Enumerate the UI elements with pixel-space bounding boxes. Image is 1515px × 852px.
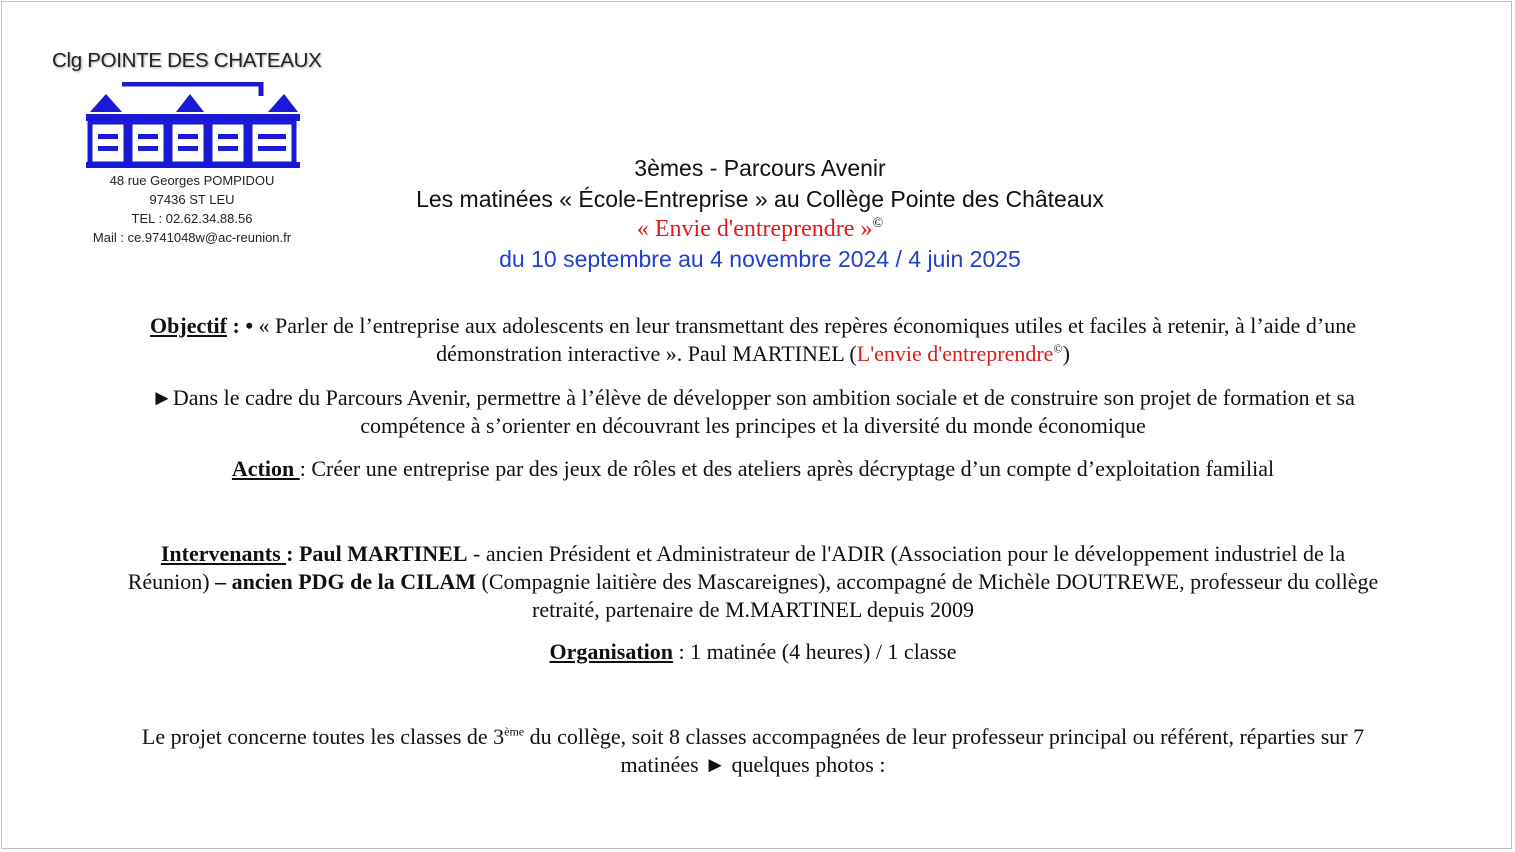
heading-dates: du 10 septembre au 4 novembre 2024 / 4 juin 2025 [499,246,1021,272]
intervenant-name: Paul MARTINEL [298,541,468,566]
organisation-text: : 1 matinée (4 heures) / 1 classe [673,639,957,664]
organisation-label: Organisation [549,639,673,664]
objectif-paragraph [110,312,1396,368]
projet-text-1: Le projet concerne toutes les classes de 3 [141,724,505,749]
projet-text-2: du collège, soit 8 classes accompagnées de leur professeur principal ou référent, réparties sur 7 matinées [524,724,1365,777]
intervenants-bold-2: – ancien PDG de la CILAM [215,569,477,594]
heading-line-1: 3èmes - Parcours Avenir [634,155,886,181]
objectif-close: ) [1062,341,1070,366]
school-name: Clg POINTE DES CHATEAUX [52,49,322,72]
parcours-paragraph [120,384,1386,440]
projet-text-3: quelques photos : [725,752,886,777]
action-paragraph [100,455,1406,483]
address-phone: TEL : 02.62.34.88.56 [131,211,253,226]
school-logo-icon [86,82,300,168]
address-email: Mail : ce.9741048w@ac-reunion.fr [92,230,292,245]
intervenants-text-1: - ancien Président et Administrateur de l'ADIR (Association pour le développement industriel de la Réunion) [127,541,1346,594]
intervenants-colon: : [286,541,299,566]
action-text: : Créer une entreprise par des jeux de rôles et des ateliers après décryptage d’un compte d’exploitation familial [299,456,1275,481]
intervenants-label: Intervenants [160,541,287,566]
heading-line-3 [340,216,1180,243]
parcours-text: Dans le cadre du Parcours Avenir, permettre à l’élève de développer son ambition sociale et de construire son projet de formation et sa compétence à s’orienter en découvrant les principes et la diversité du monde économique [172,385,1355,438]
projet-sup: ème [504,724,525,739]
projet-paragraph [110,723,1396,779]
objectif-sep: : • [227,313,259,338]
objectif-label: Objectif [150,313,227,338]
action-label: Action [231,456,300,481]
address-city: 97436 ST LEU [149,192,235,207]
intervenants-paragraph [120,540,1386,624]
envie-link: L'envie d'entreprendre [856,341,1054,366]
heading-line-2: Les matinées « École-Entreprise » au Collège Pointe des Châteaux [416,186,1104,212]
arrow-icon-2: ► [704,752,726,777]
copyright-mark: © [872,216,884,231]
intervenants-text-2: (Compagnie laitière des Mascareignes), accompagné de Michèle DOUTREWE, professeur du collège retraité, partenaire de M.MARTINEL depuis 2009 [476,569,1379,622]
arrow-icon: ► [151,385,173,410]
objectif-text: « Parler de l’entreprise aux adolescents en leur transmettant des repères économiques utiles et faciles à retenir, à l’aide d’une démonstration interactive ». Paul MARTINEL ( [258,313,1356,366]
objectif-mark: © [1053,341,1063,356]
address-street: 48 rue Georges POMPIDOU [109,173,275,188]
organisation-paragraph [100,638,1406,666]
heading-envie: « Envie d'entreprendre » [636,216,873,242]
